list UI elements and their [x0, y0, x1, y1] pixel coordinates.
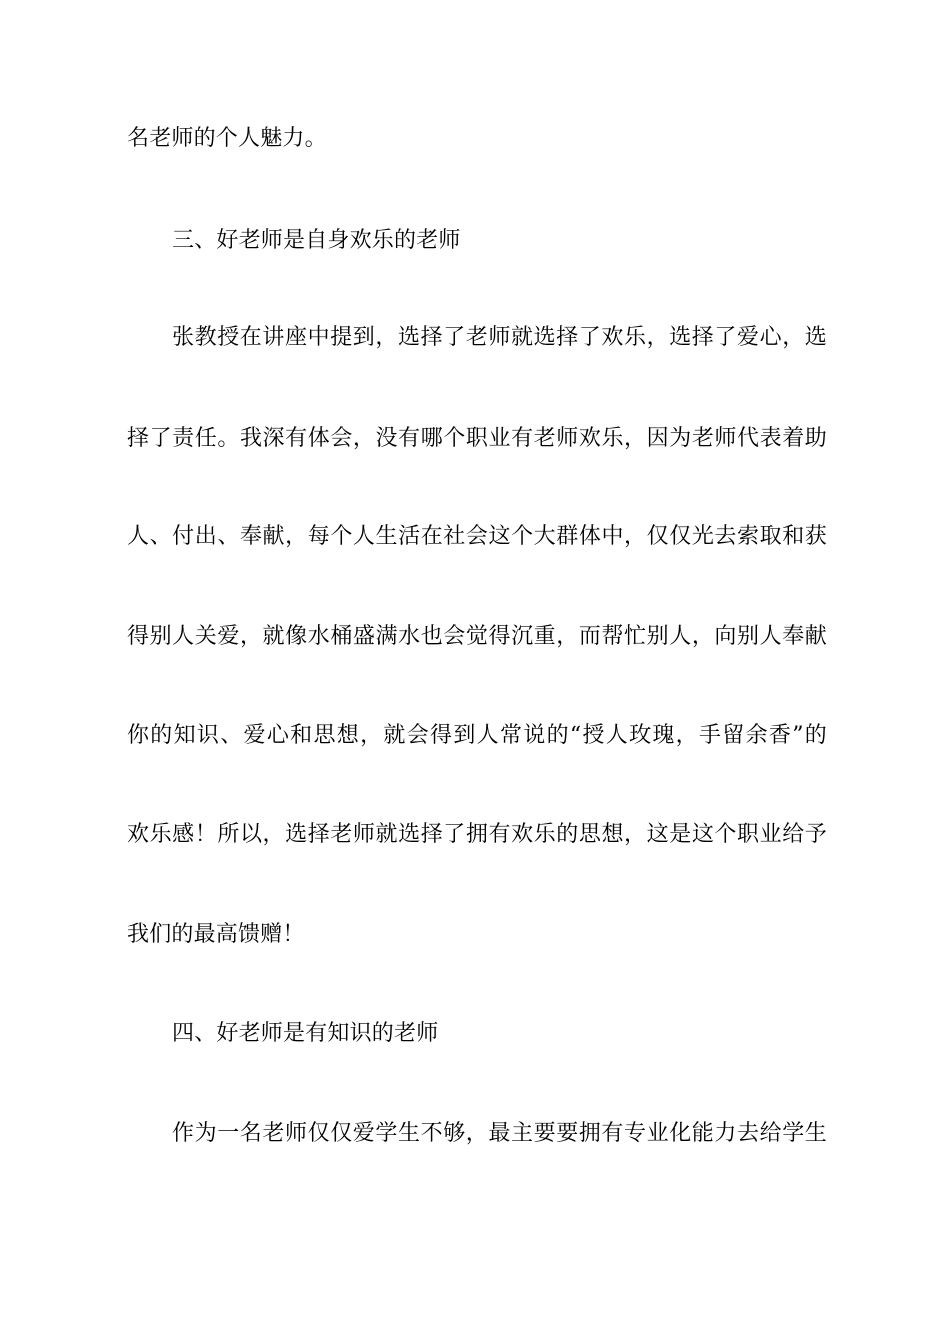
paragraph-line: 作为一名老师仅仅爱学生不够，最主要要拥有专业化能力去给学生 [172, 1121, 827, 1146]
section-heading: 三、好老师是自身欢乐的老师 [172, 228, 461, 253]
paragraph-line: 你的知识、爱心和思想，就会得到人常说的“授人玫瑰，手留余香”的 [127, 723, 827, 748]
section-heading: 四、好老师是有知识的老师 [172, 1021, 439, 1046]
paragraph-line: 得别人关爱，就像水桶盛满水也会觉得沉重，而帮忙别人，向别人奉献 [127, 624, 827, 649]
paragraph-line: 名老师的个人魅力。 [127, 126, 327, 151]
paragraph-line: 我们的最高馈赠！ [127, 922, 305, 947]
paragraph-line: 择了责任。我深有体会，没有哪个职业有老师欢乐，因为老师代表着助 [127, 426, 827, 451]
paragraph-line: 张教授在讲座中提到，选择了老师就选择了欢乐，选择了爱心，选 [172, 325, 827, 350]
paragraph-line: 欢乐感！所以，选择老师就选择了拥有欢乐的思想，这是这个职业给予 [127, 822, 827, 847]
paragraph-line: 人、付出、奉献，每个人生活在社会这个大群体中，仅仅光去索取和获 [127, 524, 827, 549]
